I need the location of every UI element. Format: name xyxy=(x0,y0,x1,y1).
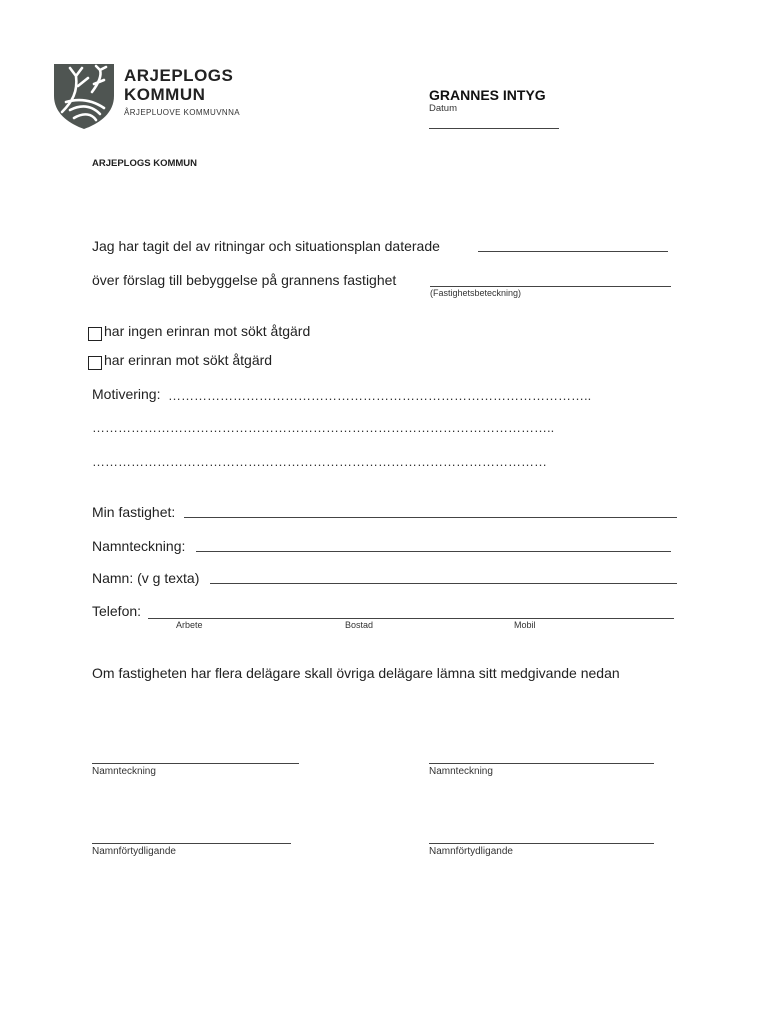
organization-name: ARJEPLOGS KOMMUN xyxy=(92,158,198,169)
coowner-signature-caption-right: Namnteckning xyxy=(429,766,493,777)
coowner-clarification-line-right[interactable] xyxy=(429,843,654,844)
logo-line-1: ARJEPLOGS xyxy=(124,66,234,85)
phone-mobile-caption: Mobil xyxy=(514,620,536,630)
statement-line-2: över förslag till bebyggelse på grannens fastighet xyxy=(92,272,397,288)
coowner-clarification-caption-left: Namnförtydligande xyxy=(92,846,176,857)
date-field-line[interactable] xyxy=(478,251,668,252)
coowner-signature-caption-left: Namnteckning xyxy=(92,766,156,777)
signature-line[interactable] xyxy=(196,551,671,552)
phone-home-caption: Bostad xyxy=(345,620,374,630)
my-property-line[interactable] xyxy=(184,517,677,518)
name-label: Namn: (v g texta) xyxy=(92,570,200,586)
signature-label: Namnteckning: xyxy=(92,538,186,554)
document-title: GRANNES INTYG xyxy=(429,87,546,103)
coowner-signature-line-left[interactable] xyxy=(92,763,299,764)
reindeer-antler-shield-icon xyxy=(52,62,116,130)
name-line[interactable] xyxy=(210,583,677,584)
coowners-instruction: Om fastigheten har flera delägare skall övriga delägare lämna sitt medgivande nedan xyxy=(92,665,620,681)
my-property-label: Min fastighet: xyxy=(92,504,176,520)
motivation-dots-3[interactable]: …………………………………………………………………………………………… xyxy=(92,454,547,469)
logo-line-2: KOMMUN xyxy=(124,85,206,104)
property-designation-line[interactable] xyxy=(430,286,671,287)
phone-work-caption: Arbete xyxy=(176,620,203,630)
motivation-label: Motivering: xyxy=(92,386,161,402)
logo-subtitle: ÅRJEPLUOVE KOMMUVNNA xyxy=(124,108,241,117)
coowner-signature-line-right[interactable] xyxy=(429,763,654,764)
statement-line-1: Jag har tagit del av ritningar och situationsplan daterade xyxy=(92,238,440,254)
option-objection-label: har erinran mot sökt åtgärd xyxy=(104,352,273,368)
motivation-dots-2[interactable]: …………………………………………………………………………………………….. xyxy=(92,420,555,435)
motivation-dots-1[interactable]: …………………………………………………………………………………….. xyxy=(168,388,592,403)
checkbox-objection[interactable] xyxy=(88,356,102,370)
coowner-clarification-line-left[interactable] xyxy=(92,843,291,844)
property-designation-caption: (Fastighetsbeteckning) xyxy=(430,288,522,298)
coowner-clarification-caption-right: Namnförtydligande xyxy=(429,846,513,857)
checkbox-no-objection[interactable] xyxy=(88,327,102,341)
datum-line[interactable] xyxy=(429,128,559,129)
option-no-objection-label: har ingen erinran mot sökt åtgärd xyxy=(104,323,311,339)
phone-line[interactable] xyxy=(148,618,674,619)
datum-label: Datum xyxy=(429,103,457,114)
phone-label: Telefon: xyxy=(92,603,142,619)
